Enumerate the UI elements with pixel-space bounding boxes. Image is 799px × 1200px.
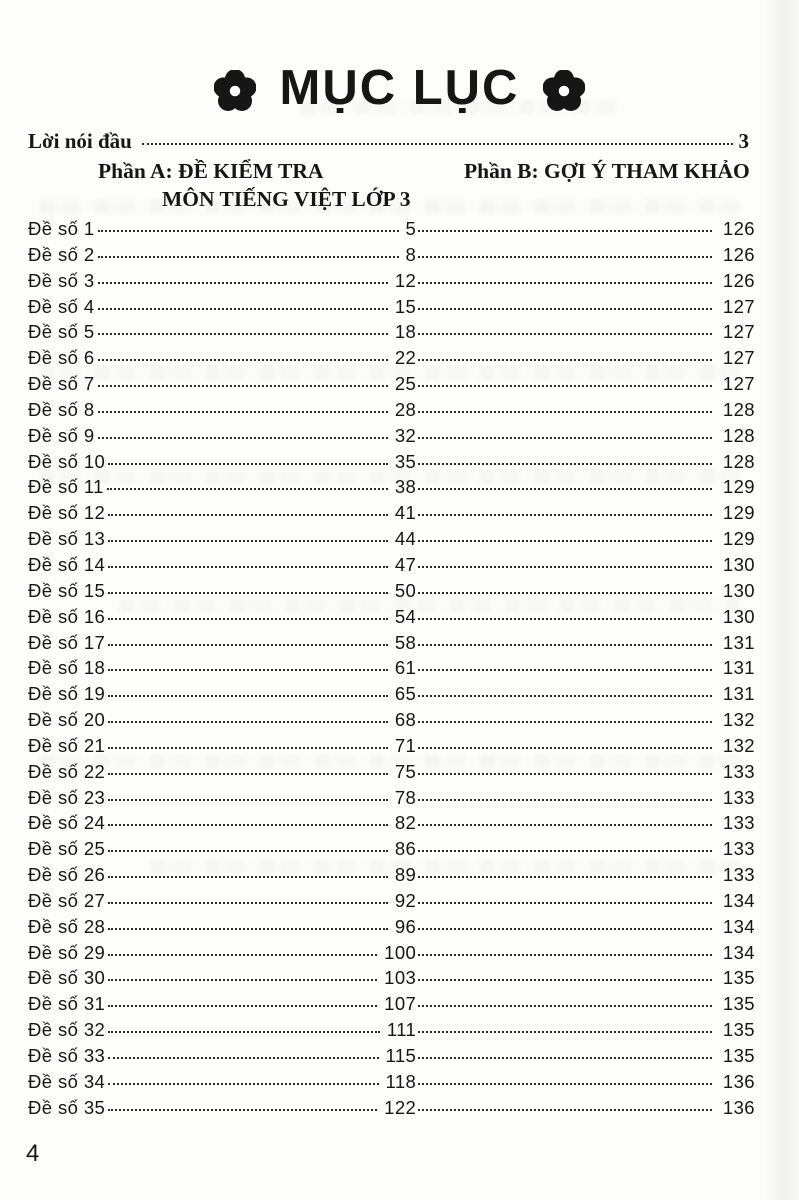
toc-entry-label: Đề số 19: [28, 683, 106, 705]
toc-row-right: [416, 580, 755, 602]
dot-leader: [108, 669, 388, 671]
toc-row-left: [28, 993, 416, 1015]
toc-entry-page-part-a: 32: [394, 424, 417, 446]
toc-row: [28, 606, 755, 632]
toc-entry-page-part-a: 54: [394, 605, 417, 627]
toc-entry-page-part-a: 115: [385, 1045, 417, 1066]
toc-entry-page-part-a: 96: [394, 915, 417, 937]
toc-row-right: [416, 476, 755, 498]
dot-leader: [418, 928, 712, 930]
toc-entry-label: Đề số 29: [28, 941, 106, 963]
toc-row: [28, 709, 755, 735]
dot-leader: [108, 695, 388, 697]
toc-row: [28, 580, 755, 606]
toc-entry-page-part-b: 129: [722, 502, 755, 524]
dot-leader: [108, 1005, 377, 1007]
dot-leader: [418, 540, 712, 542]
toc-entry-page-part-a: 58: [394, 631, 417, 653]
toc-entry-label: Đề số 4: [28, 295, 95, 317]
toc-entry-label: Đề số 9: [28, 424, 95, 446]
toc-entry-page-part-a: 100: [384, 941, 417, 963]
toc-row-left: [28, 321, 416, 343]
dot-leader: [108, 799, 388, 801]
toc-row-left: [28, 425, 416, 447]
toc-row-left: [28, 347, 416, 369]
toc-row-right: [416, 1019, 755, 1041]
toc-entry-label: Đề số 27: [28, 889, 106, 911]
toc-entry-label: Đề số 31: [28, 993, 106, 1015]
page-edge-shadow: [765, 0, 799, 1200]
toc-entry-label: Đề số 33: [28, 1045, 106, 1066]
toc-entry-page-part-b: 132: [722, 709, 755, 731]
toc-row-left: [28, 1071, 416, 1093]
toc-entry-page-part-a: 103: [384, 967, 417, 989]
toc-row-right: [416, 606, 755, 628]
black-florette-icon: [214, 70, 256, 112]
dot-leader: [418, 773, 712, 775]
toc-row: [28, 399, 755, 425]
toc-entry-page-part-a: 122: [384, 1096, 417, 1118]
toc-row-right: [416, 890, 755, 912]
toc-entry-page-part-a: 107: [384, 993, 417, 1015]
toc-row: [28, 657, 755, 683]
toc-row-left: [28, 580, 416, 602]
dot-leader: [418, 902, 712, 904]
toc-row-left: [28, 218, 416, 240]
dot-leader: [108, 773, 388, 775]
toc-entry-page-part-b: 130: [722, 579, 755, 601]
toc-row-right: [416, 942, 755, 964]
toc-row: [28, 502, 755, 528]
dot-leader: [418, 799, 712, 801]
toc-entry-page-part-b: 133: [722, 864, 755, 886]
dot-leader: [108, 592, 388, 594]
dot-leader: [418, 333, 712, 335]
toc-row-right: [416, 812, 755, 834]
toc-row-left: [28, 606, 416, 628]
toc-entry-label: Đề số 12: [28, 502, 106, 524]
part-a-header: [98, 157, 411, 213]
toc-row-left: [28, 657, 416, 679]
toc-entry-page-part-b: 135: [722, 993, 755, 1015]
toc-entry-page-part-b: 127: [722, 321, 755, 343]
toc-entry-page-part-b: 128: [722, 424, 755, 446]
toc-row-left: [28, 761, 416, 783]
toc-entry-label: Đề số 30: [28, 967, 106, 989]
toc-entry-label: Đề số 6: [28, 347, 95, 369]
toc-row-left: [28, 244, 416, 266]
toc-row-left: [28, 1097, 416, 1119]
toc-entry-page-part-a: 89: [394, 864, 417, 886]
toc-entry-page-part-b: 134: [722, 941, 755, 963]
toc-entry-label: Đề số 2: [28, 243, 95, 265]
page-title: MỤC LỤC: [279, 61, 520, 115]
dot-leader: [108, 514, 388, 516]
toc-row-right: [416, 347, 755, 369]
dot-leader: [98, 385, 388, 387]
toc-row-left: [28, 709, 416, 731]
preface-label: Lời nói đầu: [28, 129, 132, 153]
toc-entry-label: Đề số 13: [28, 528, 106, 550]
toc-entry-page-part-b: 128: [722, 398, 755, 420]
toc-row: [28, 761, 755, 787]
toc-row-left: [28, 864, 416, 886]
toc-row: [28, 425, 755, 451]
toc-entry-page-part-b: 136: [722, 1070, 755, 1092]
toc-entry-page-part-a: 68: [394, 709, 417, 731]
dot-leader: [418, 1005, 712, 1007]
toc-entry-page-part-b: 128: [722, 450, 755, 472]
toc-row: [28, 1097, 755, 1123]
toc-row-right: [416, 787, 755, 809]
toc-entry-page-part-b: 131: [722, 683, 755, 705]
toc-row: [28, 735, 755, 761]
dot-leader: [418, 411, 712, 413]
toc-row-right: [416, 270, 755, 292]
toc-entry-page-part-a: 50: [394, 579, 417, 601]
dot-leader: [418, 850, 712, 852]
toc-entry-label: Đề số 28: [28, 915, 106, 937]
toc-row-right: [416, 244, 755, 266]
toc-row-left: [28, 1045, 416, 1067]
dot-leader: [418, 618, 712, 620]
toc-row: [28, 244, 755, 270]
toc-entry-page-part-b: 133: [722, 760, 755, 782]
dot-leader: [418, 669, 712, 671]
dot-leader: [108, 747, 388, 749]
dot-leader: [418, 308, 712, 310]
dot-leader: [418, 256, 712, 258]
toc-entry-label: Đề số 23: [28, 786, 106, 808]
toc-entry-page-part-a: 61: [394, 657, 417, 679]
dot-leader: [108, 721, 388, 723]
toc-row-left: [28, 476, 416, 498]
dot-leader: [418, 488, 712, 490]
toc-row: [28, 270, 755, 296]
toc-row-left: [28, 1019, 416, 1041]
toc-row-left: [28, 683, 416, 705]
toc-row-left: [28, 399, 416, 421]
toc-entry-label: Đề số 24: [28, 812, 106, 834]
dot-leader: [418, 979, 712, 981]
dot-leader: [418, 747, 712, 749]
dot-leader: [108, 540, 388, 542]
toc-row-right: [416, 296, 755, 318]
toc-entry-page-part-b: 129: [722, 528, 755, 550]
toc-row-left: [28, 296, 416, 318]
toc-entry-label: Đề số 8: [28, 398, 95, 420]
toc-entry-label: Đề số 26: [28, 864, 106, 886]
dot-leader: [108, 644, 388, 646]
toc-entry-page-part-b: 127: [722, 373, 755, 395]
dot-leader: [108, 979, 377, 981]
toc-entry-label: Đề số 15: [28, 579, 106, 601]
toc-row-left: [28, 373, 416, 395]
dot-leader: [108, 1109, 377, 1111]
part-b-header: Phần B: GỢI Ý THAM KHẢO: [464, 159, 750, 183]
toc-entry-label: Đề số 22: [28, 760, 106, 782]
toc-row: [28, 476, 755, 502]
dot-leader: [98, 437, 388, 439]
toc-entry-page-part-b: 134: [722, 915, 755, 937]
toc-row-right: [416, 451, 755, 473]
toc-row: [28, 967, 755, 993]
dot-leader: [108, 954, 377, 956]
part-a-header-line1: Phần A: ĐỀ KIỂM TRA: [98, 159, 324, 183]
toc-entry-page-part-a: 12: [394, 269, 417, 291]
toc-entry-page-part-b: 135: [722, 967, 755, 989]
dot-leader: [108, 876, 388, 878]
dot-leader: [108, 902, 388, 904]
toc-entry-label: Đề số 21: [28, 734, 106, 756]
toc-entry-label: Đề số 17: [28, 631, 106, 653]
toc-entry-label: Đề số 5: [28, 321, 95, 343]
toc-row: [28, 321, 755, 347]
toc-row-right: [416, 838, 755, 860]
toc-row-right: [416, 761, 755, 783]
dot-leader: [418, 1083, 712, 1085]
toc-entry-page-part-a: 111: [386, 1019, 417, 1041]
toc-entry-label: Đề số 3: [28, 269, 95, 291]
toc-entry-page-part-a: 92: [394, 889, 417, 911]
toc-row: [28, 554, 755, 580]
toc-entry-label: Đề số 20: [28, 709, 106, 731]
toc-row: [28, 942, 755, 968]
toc-entry-label: Đề số 34: [28, 1070, 106, 1092]
dot-leader: [108, 566, 388, 568]
toc-row-right: [416, 554, 755, 576]
toc-row-right: [416, 321, 755, 343]
toc-entry-label: Đề số 35: [28, 1096, 106, 1118]
toc-row-right: [416, 1097, 755, 1119]
toc-row-left: [28, 270, 416, 292]
toc-entry-label: Đề số 1: [28, 218, 95, 239]
toc-row: [28, 916, 755, 942]
dot-leader: [418, 437, 712, 439]
toc-entry-page-part-b: 134: [722, 889, 755, 911]
toc-entry-page-part-a: 118: [385, 1070, 417, 1092]
toc-row: [28, 373, 755, 399]
toc-row-right: [416, 993, 755, 1015]
dot-leader: [108, 463, 388, 465]
toc-row: [28, 890, 755, 916]
black-florette-icon: [543, 70, 585, 112]
toc-row-right: [416, 425, 755, 447]
dot-leader: [418, 721, 712, 723]
toc-entry-page-part-a: 18: [394, 321, 417, 343]
dot-leader: [418, 644, 712, 646]
toc-entry-page-part-a: 8: [405, 243, 417, 265]
dot-leader: [98, 230, 399, 232]
dot-leader: [418, 695, 712, 697]
toc-entry-page-part-b: 135: [722, 1045, 755, 1066]
folio-page-number: 4: [26, 1140, 40, 1167]
toc-row-left: [28, 942, 416, 964]
toc-row: [28, 451, 755, 477]
toc-row-left: [28, 735, 416, 757]
toc-entry-page-part-a: 82: [394, 812, 417, 834]
toc-entry-page-part-a: 86: [394, 838, 417, 860]
toc-row: [28, 683, 755, 709]
toc-entry-page-part-b: 126: [722, 269, 755, 291]
dot-leader: [418, 282, 712, 284]
toc-entry-label: Đề số 14: [28, 553, 106, 575]
toc-row-left: [28, 528, 416, 550]
toc-entry-page-part-b: 127: [722, 347, 755, 369]
toc-row-left: [28, 554, 416, 576]
dot-leader: [418, 385, 712, 387]
dot-leader: [418, 463, 712, 465]
toc-row-right: [416, 1071, 755, 1093]
part-a-header-line2: MÔN TIẾNG VIỆT LỚP 3: [162, 187, 411, 211]
toc-row: [28, 1045, 755, 1071]
toc-row-left: [28, 967, 416, 989]
toc-row: [28, 787, 755, 813]
toc-entry-page-part-b: 129: [722, 476, 755, 498]
toc-row-right: [416, 683, 755, 705]
dot-leader: [98, 359, 388, 361]
dot-leader: [98, 308, 388, 310]
toc-entry-label: Đề số 18: [28, 657, 106, 679]
toc-entry-page-part-b: 132: [722, 734, 755, 756]
toc-entry-page-part-b: 126: [722, 218, 755, 239]
toc-entry-page-part-b: 131: [722, 657, 755, 679]
toc-row-right: [416, 735, 755, 757]
toc-entry-page-part-a: 41: [394, 502, 417, 524]
dot-leader: [108, 618, 388, 620]
toc-entry-page-part-a: 25: [394, 373, 417, 395]
dot-leader: [418, 359, 712, 361]
dot-leader: [108, 1083, 378, 1085]
dot-leader: [418, 1057, 712, 1059]
toc-row: [28, 528, 755, 554]
toc-entry-page-part-b: 133: [722, 812, 755, 834]
toc-row: [28, 218, 755, 244]
toc-entry-page-part-b: 131: [722, 631, 755, 653]
preface-page-number: 3: [738, 129, 749, 153]
dot-leader: [108, 824, 388, 826]
toc-row: [28, 1019, 755, 1045]
toc-row-left: [28, 787, 416, 809]
toc-entry-page-part-a: 5: [405, 218, 417, 239]
toc-entry-page-part-a: 15: [394, 295, 417, 317]
dot-leader: [98, 282, 388, 284]
toc-row-right: [416, 373, 755, 395]
toc-entry-page-part-b: 136: [722, 1096, 755, 1118]
toc-entry-label: Đề số 25: [28, 838, 106, 860]
toc-row: [28, 838, 755, 864]
toc-list: [28, 218, 755, 1123]
toc-row-left: [28, 502, 416, 524]
toc-row-right: [416, 967, 755, 989]
toc-entry-label: Đề số 16: [28, 605, 106, 627]
toc-entry-page-part-a: 78: [394, 786, 417, 808]
toc-row: [28, 1071, 755, 1097]
dot-leader: [108, 1031, 380, 1033]
page-title-row: [0, 61, 799, 117]
toc-entry-page-part-a: 44: [394, 528, 417, 550]
toc-row-right: [416, 709, 755, 731]
dot-leader: [98, 333, 388, 335]
toc-entry-page-part-b: 133: [722, 838, 755, 860]
toc-row: [28, 347, 755, 373]
dot-leader: [418, 1031, 712, 1033]
dot-leader: [107, 488, 388, 490]
dot-leader: [418, 230, 712, 232]
toc-entry-page-part-b: 127: [722, 295, 755, 317]
toc-entry-page-part-a: 47: [394, 553, 417, 575]
dot-leader: [108, 928, 388, 930]
toc-row: [28, 812, 755, 838]
toc-entry-page-part-a: 22: [394, 347, 417, 369]
toc-entry-page-part-a: 35: [394, 450, 417, 472]
toc-entry-page-part-a: 28: [394, 398, 417, 420]
toc-entry-label: Đề số 32: [28, 1019, 106, 1041]
toc-row: [28, 993, 755, 1019]
toc-row-right: [416, 657, 755, 679]
dot-leader: [98, 256, 399, 258]
toc-entry-page-part-a: 65: [394, 683, 417, 705]
toc-entry-label: Đề số 11: [28, 476, 104, 498]
toc-entry-label: Đề số 7: [28, 373, 95, 395]
preface-entry: [28, 129, 749, 154]
dot-leader: [418, 954, 712, 956]
dot-leader: [418, 876, 712, 878]
toc-row-left: [28, 916, 416, 938]
dot-leader: [418, 1109, 712, 1111]
dot-leader: [418, 514, 712, 516]
dot-leader: [418, 566, 712, 568]
toc-entry-label: Đề số 10: [28, 450, 106, 472]
toc-row-left: [28, 812, 416, 834]
toc-row-left: [28, 838, 416, 860]
toc-entry-page-part-a: 71: [394, 734, 417, 756]
toc-row-right: [416, 632, 755, 654]
toc-entry-page-part-a: 38: [394, 476, 417, 498]
toc-row-right: [416, 528, 755, 550]
toc-entry-page-part-b: 135: [722, 1019, 755, 1041]
dot-leader: [418, 824, 712, 826]
toc-row-right: [416, 502, 755, 524]
dot-leader: [108, 1057, 378, 1059]
toc-row-right: [416, 1045, 755, 1067]
toc-row-right: [416, 399, 755, 421]
toc-entry-page-part-b: 133: [722, 786, 755, 808]
dot-leader: [418, 592, 712, 594]
toc-row: [28, 632, 755, 658]
dot-leader: [98, 411, 388, 413]
toc-entry-page-part-b: 126: [722, 243, 755, 265]
toc-row: [28, 864, 755, 890]
toc-row-left: [28, 890, 416, 912]
dot-leader: [142, 143, 733, 145]
toc-row-left: [28, 451, 416, 473]
toc-entry-page-part-b: 130: [722, 605, 755, 627]
toc-row-left: [28, 632, 416, 654]
toc-row-right: [416, 864, 755, 886]
toc-row: [28, 296, 755, 322]
dot-leader: [108, 850, 388, 852]
toc-entry-page-part-b: 130: [722, 553, 755, 575]
toc-row-right: [416, 916, 755, 938]
toc-row-right: [416, 218, 755, 240]
toc-entry-page-part-a: 75: [394, 760, 417, 782]
